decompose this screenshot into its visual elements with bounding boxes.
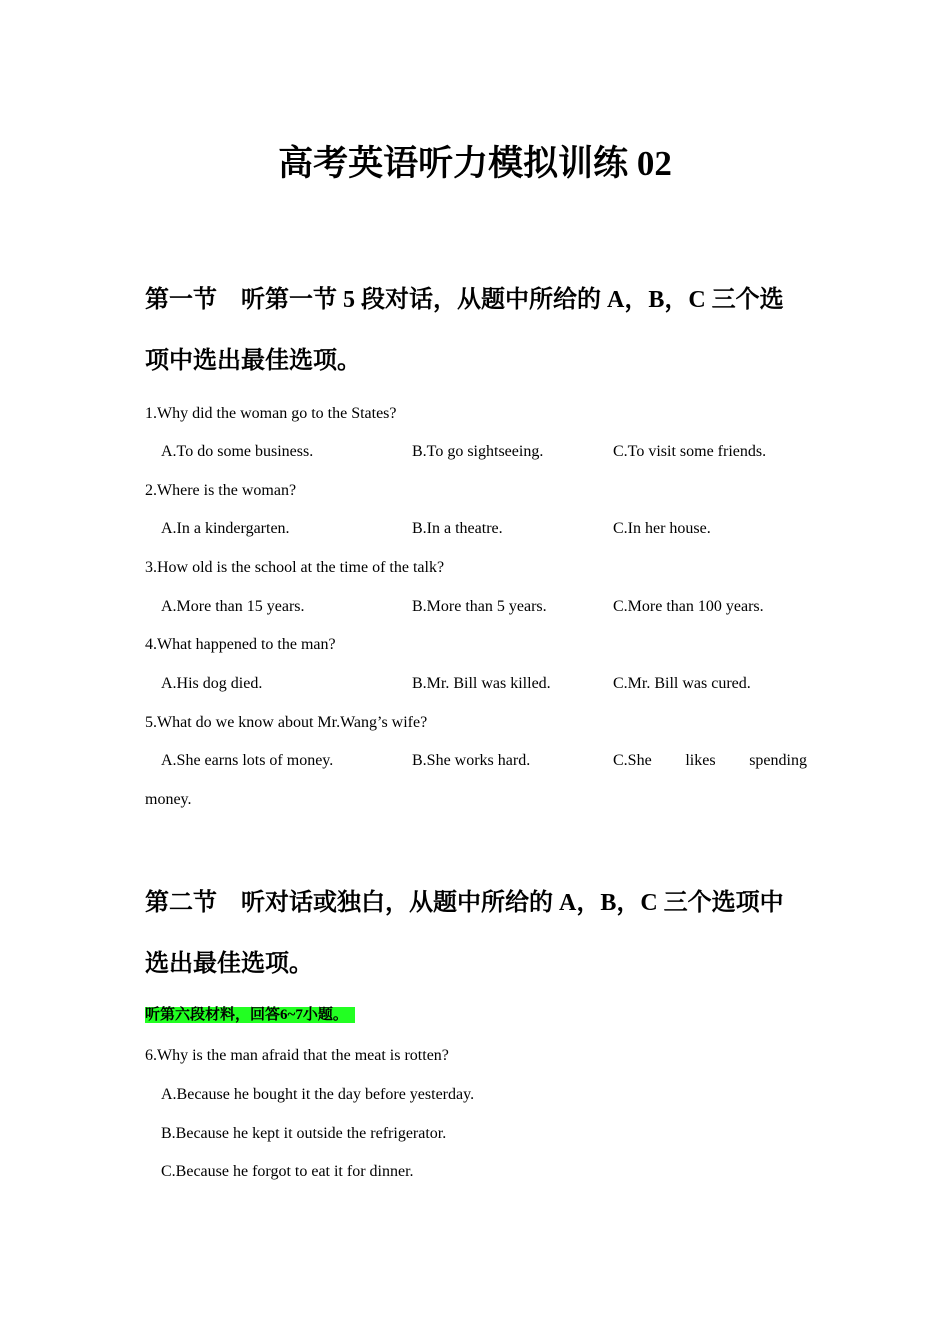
question-4-option-b: B.Mr. Bill was killed. — [412, 675, 551, 692]
question-2-option-a: A.In a kindergarten. — [161, 520, 290, 537]
question-3-option-b: B.More than 5 years. — [412, 598, 547, 615]
question-2-option-b: B.In a theatre. — [412, 520, 503, 537]
section-2-heading: 第二节 听对话或独白，从题中所给的 A，B，C 三个选项中选出最佳选项。 — [145, 890, 784, 977]
instruction-trailing-highlight — [348, 1007, 356, 1023]
question-1-option-a: A.To do some business. — [161, 443, 314, 460]
question-5-option-c-word: C.She — [613, 752, 652, 769]
question-1-stem: 1.Why did the woman go to the States? — [145, 405, 397, 422]
instruction-suffix: 小题。 — [302, 1007, 348, 1023]
question-5-option-c-word: spending — [749, 752, 807, 769]
page-title: 高考英语听力模拟训练 02 — [278, 144, 672, 183]
question-6-option-b: B.Because he kept it outside the refrigerator. — [161, 1125, 447, 1142]
section-1-heading: 第一节 听第一节 5 段对话，从题中所给的 A，B，C 三个选项中选出最佳选项。 — [145, 287, 784, 374]
question-6-option-a: A.Because he bought it the day before yesterday. — [161, 1086, 475, 1103]
question-3-stem: 3.How old is the school at the time of the talk? — [145, 559, 445, 576]
question-1-option-b: B.To go sightseeing. — [412, 443, 544, 460]
question-3-option-c: C.More than 100 years. — [613, 598, 764, 615]
question-3-option-a: A.More than 15 years. — [161, 598, 305, 615]
question-1-option-c: C.To visit some friends. — [613, 443, 767, 460]
section-2-instruction — [145, 1004, 355, 1026]
question-2-stem: 2.Where is the woman? — [145, 482, 297, 499]
question-5-option-a: A.She earns lots of money. — [161, 752, 334, 769]
question-5-option-b: B.She works hard. — [412, 752, 531, 769]
question-6-option-c: C.Because he forgot to eat it for dinner. — [161, 1163, 414, 1180]
question-4-option-a: A.His dog died. — [161, 675, 263, 692]
question-5-option-c — [613, 750, 807, 772]
question-5-option-c-continued: money. — [145, 791, 192, 808]
question-5-option-c-word: likes — [685, 752, 716, 769]
question-5-stem: 5.What do we know about Mr.Wang’s wife? — [145, 714, 428, 731]
question-4-option-c: C.Mr. Bill was cured. — [613, 675, 751, 692]
question-6-stem: 6.Why is the man afraid that the meat is rotten? — [145, 1047, 449, 1064]
question-4-stem: 4.What happened to the man? — [145, 636, 336, 653]
question-2-option-c: C.In her house. — [613, 520, 711, 537]
instruction-prefix: 听第六段材料，回答 — [145, 1007, 281, 1023]
instruction-range: 6~7 — [280, 1007, 303, 1023]
